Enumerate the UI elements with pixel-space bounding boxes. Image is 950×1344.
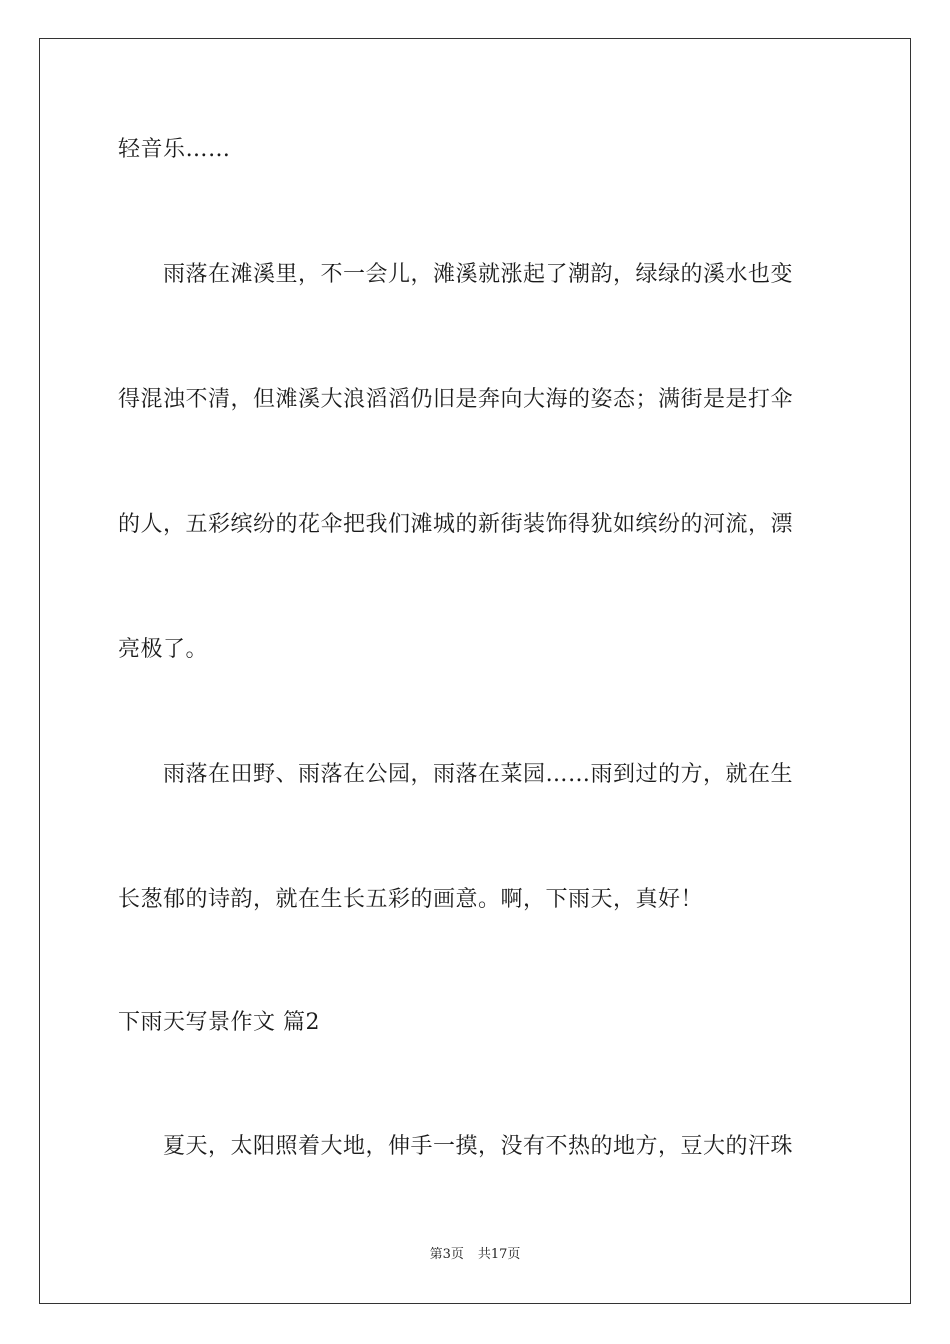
page-footer xyxy=(0,1246,950,1264)
section-heading: 下雨天写景作文 篇2 xyxy=(118,1010,320,1035)
text-line: 的人，五彩缤纷的花伞把我们滩城的新街装饰得犹如缤纷的河流，漂 xyxy=(118,512,794,537)
page-number: 第3页 xyxy=(429,1247,464,1262)
paragraph-first-line: 夏天，太阳照着大地，伸手一摸，没有不热的地方，豆大的汗珠 xyxy=(118,1134,794,1159)
text-line: 轻音乐…… xyxy=(118,137,231,162)
text-line: 亮极了。 xyxy=(118,637,209,662)
page-border xyxy=(39,38,911,1304)
paragraph-first-line: 雨落在田野、雨落在公园，雨落在菜园……雨到过的方，就在生 xyxy=(118,762,794,787)
text-line: 长葱郁的诗韵，就在生长五彩的画意。啊，下雨天，真好！ xyxy=(118,887,704,912)
text-line: 得混浊不清，但滩溪大浪滔滔仍旧是奔向大海的姿态；满街是是打伞 xyxy=(118,387,794,412)
page-total: 共17页 xyxy=(477,1247,521,1262)
paragraph-first-line: 雨落在滩溪里，不一会儿，滩溪就涨起了潮韵，绿绿的溪水也变 xyxy=(118,262,794,287)
